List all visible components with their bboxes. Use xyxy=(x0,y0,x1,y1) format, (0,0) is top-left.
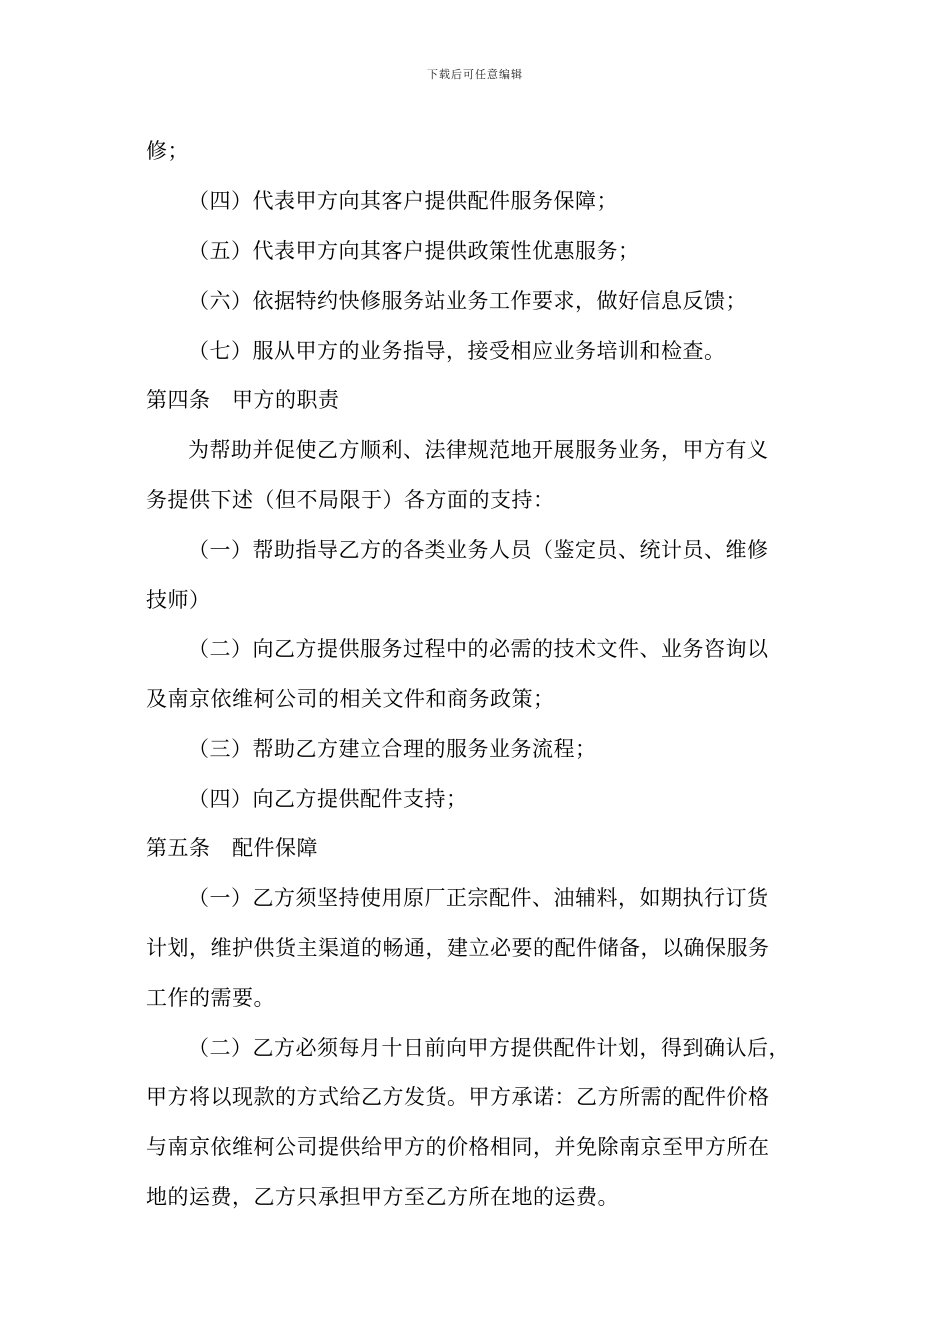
text-line: （一）乙方须坚持使用原厂正宗配件、油辅料，如期执行订货 xyxy=(188,886,769,910)
text-line: 甲方将以现款的方式给乙方发货。甲方承诺：乙方所需的配件价格 xyxy=(146,1085,770,1109)
section-heading: 第五条 配件保障 xyxy=(146,836,318,860)
text-line: （六）依据特约快修服务站业务工作要求，做好信息反馈； xyxy=(188,289,747,313)
text-line: （五）代表甲方向其客户提供政策性优惠服务； xyxy=(188,239,640,263)
text-line: 与南京依维柯公司提供给甲方的价格相同，并免除南京至甲方所在 xyxy=(146,1135,770,1159)
text-line: （一）帮助指导乙方的各类业务人员（鉴定员、统计员、维修 xyxy=(188,538,769,562)
text-line: 地的运费，乙方只承担甲方至乙方所在地的运费。 xyxy=(146,1185,619,1209)
text-line: 修； xyxy=(146,139,189,163)
text-line: （四）向乙方提供配件支持； xyxy=(188,787,468,811)
text-line: （二）向乙方提供服务过程中的必需的技术文件、业务咨询以 xyxy=(188,637,769,661)
text-line: 务提供下述（但不局限于）各方面的支持： xyxy=(146,488,555,512)
text-line: （七）服从甲方的业务指导，接受相应业务培训和检查。 xyxy=(188,339,726,363)
text-line: 为帮助并促使乙方顺利、法律规范地开展服务业务，甲方有义 xyxy=(188,438,769,462)
text-line: （四）代表甲方向其客户提供配件服务保障； xyxy=(188,189,618,213)
section-heading: 第四条 甲方的职责 xyxy=(146,388,340,412)
text-line: 技师） xyxy=(146,588,211,612)
page-header: 下载后可任意编辑 xyxy=(427,68,523,81)
text-line: 计划，维护供货主渠道的畅通，建立必要的配件储备，以确保服务 xyxy=(146,936,770,960)
text-line: 工作的需要。 xyxy=(146,986,275,1010)
text-line: （三）帮助乙方建立合理的服务业务流程； xyxy=(188,737,597,761)
text-line: （二）乙方必须每月十日前向甲方提供配件计划，得到确认后， xyxy=(188,1036,790,1060)
text-line: 及南京依维柯公司的相关文件和商务政策； xyxy=(146,687,555,711)
